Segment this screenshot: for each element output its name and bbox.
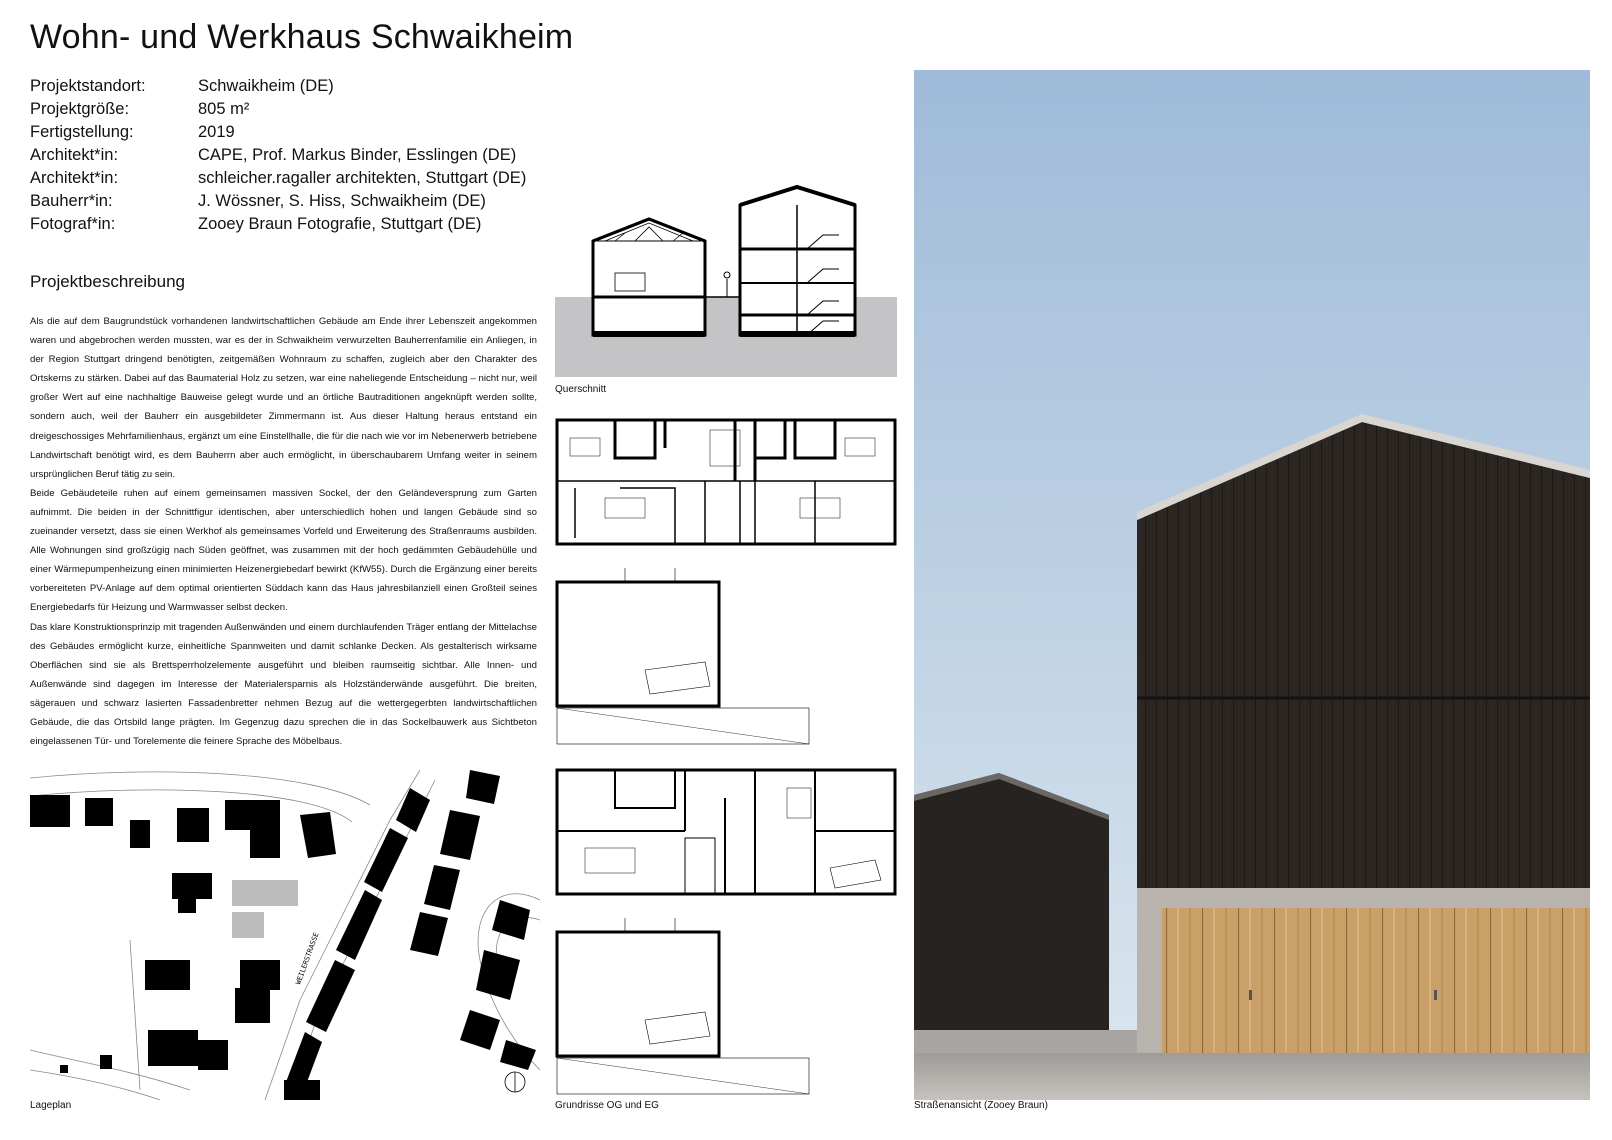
fact-value: 2019 — [198, 123, 235, 141]
fact-row — [30, 75, 526, 98]
caption-photo: Straßenansicht (Zooey Braun) — [914, 1100, 1048, 1111]
fact-label: Projektstandort: — [30, 77, 146, 95]
project-facts — [30, 75, 526, 236]
north-arrow-icon — [505, 1072, 525, 1092]
cross-section-drawing — [555, 175, 897, 385]
fact-value: schleicher.ragaller architekten, Stuttgart (DE) — [198, 169, 527, 187]
fact-row — [30, 121, 526, 144]
fact-value: Zooey Braun Fotografie, Stuttgart (DE) — [198, 215, 482, 233]
hall-plan-upper — [555, 568, 815, 746]
fact-row — [30, 144, 526, 167]
fact-value: Schwaikheim (DE) — [198, 77, 334, 95]
description-paragraph: Als die auf dem Baugrundstück vorhandenen landwirtschaftlichen Gebäude am Ende ihrer Lebenszeit angekommen waren und abgebrochen werden mussten, war es der in Schwaikheim verwurzelten Bauherrenfamilie ein Anliegen, in der Region Stuttgart dringend benötigten, zeitgemäßen Wohnraum zu schaffen, zugleich aber den Charakter des Ortskerns zu stärken. Dabei auf das Baumaterial Holz zu setzen, war eine naheliegende Entscheidung – nicht nur, weil großer Wert auf eine nachhaltige Bauweise gelegt wurde und an örtliche Bautraditionen angeknüpft werden sollte, sondern auch, weil der Bauherr ein ausgebildeter Zimmermann ist. Aus dieser Haltung heraus entstand ein dreigeschossiges Mehrfamilienhaus, ergänzt um eine Einstellhalle, die für die nach wie vor im Nebenerwerb betriebene Landwirtschaft benötigt wird, es dem Bauherrn aber auch ermöglicht, in überschaubarem Umfang weiter in seinem ursprünglichen Beruf tätig zu sein. — [30, 316, 537, 480]
fact-label: Bauherr*in: — [30, 192, 113, 210]
fact-label: Fertigstellung: — [30, 123, 134, 141]
background-barn — [914, 773, 1109, 1030]
wooden-doors — [1162, 908, 1590, 1053]
description-heading: Projektbeschreibung — [30, 272, 185, 291]
fact-label: Projektgröße: — [30, 100, 130, 118]
street-label: WEILERSTRASSE — [294, 931, 321, 986]
fact-row — [30, 98, 526, 121]
page-title: Wohn- und Werkhaus Schwaikheim — [30, 18, 574, 56]
fact-row — [30, 190, 526, 213]
street-view-photo — [914, 70, 1590, 1100]
description-paragraph: Das klare Konstruktionsprinzip mit tragenden Außenwänden und einem durchlaufenden Träger entlang der Mittelachse des Gebäudes ermöglicht kurze, einheitliche Spannweiten und damit schlanke Decken. Als gestalterisch wirksame Oberflächen sind sie als Brettsperrholzelemente ausgeführt und bleiben raumseitig sichtbar. Alle Innen- und Außenwände sind dagegen im Interesse der Materialersparnis als Holzständerwände ausgeführt. Die breiten, sägerauen und schwarz lasierten Fassadenbretter nehmen Bezug auf die wettergegerbten landwirtschaftlichen Gebäude, die das Ortsbild lange prägten. Im Gegenzug dazu sprechen die in das Sockelbauwerk aus Sichtbeton eingelassenen Tür- und Torelemente die feinere Sprache des Möbelbaus. — [30, 621, 537, 748]
caption-section: Querschnitt — [555, 384, 607, 395]
description-paragraph: Beide Gebäudeteile ruhen auf einem gemeinsamen massiven Sockel, der den Geländeversprung zum Garten aufnimmt. Die beiden in der Schnittfigur identischen, aber unterschiedlich hohen und langen Gebäude sind so zueinander versetzt, dass sie einen Werkhof als gemeinsames Vorfeld und Erweiterung des Straßenraums ausbilden. Alle Wohnungen sind großzügig nach Süden geöffnet, was zusammen mit der hoch gedämmten Gebäudehülle und einer Wärmepumpenheizung einen minimierten Heizenergiebedarf bewirkt (KfW55). Durch die Ergänzung einer bereits vorbereiteten PV-Anlage auf dem optimal orientierten Süddach kann das Haus jahresbilanziell einen Großteil seines Energiebedarfs für Heizung und Warmwasser selbst decken. — [30, 487, 537, 614]
hall-plan-ground — [555, 918, 815, 1098]
house-facade — [1137, 422, 1590, 888]
fact-value: CAPE, Prof. Markus Binder, Esslingen (DE) — [198, 146, 517, 164]
fact-value: J. Wössner, S. Hiss, Schwaikheim (DE) — [198, 192, 486, 210]
pavement — [914, 1053, 1590, 1100]
fact-row — [30, 167, 526, 190]
floor-plan-ground — [555, 768, 900, 898]
site-plan — [30, 770, 540, 1100]
fact-row — [30, 213, 526, 236]
floor-plan-upper — [555, 418, 900, 548]
fact-label: Fotograf*in: — [30, 215, 116, 233]
caption-plans: Grundrisse OG und EG — [555, 1100, 659, 1111]
fact-value: 805 m² — [198, 100, 250, 118]
caption-site: Lageplan — [30, 1100, 72, 1111]
fact-label: Architekt*in: — [30, 146, 119, 164]
description-text — [30, 312, 537, 751]
fact-label: Architekt*in: — [30, 169, 119, 187]
